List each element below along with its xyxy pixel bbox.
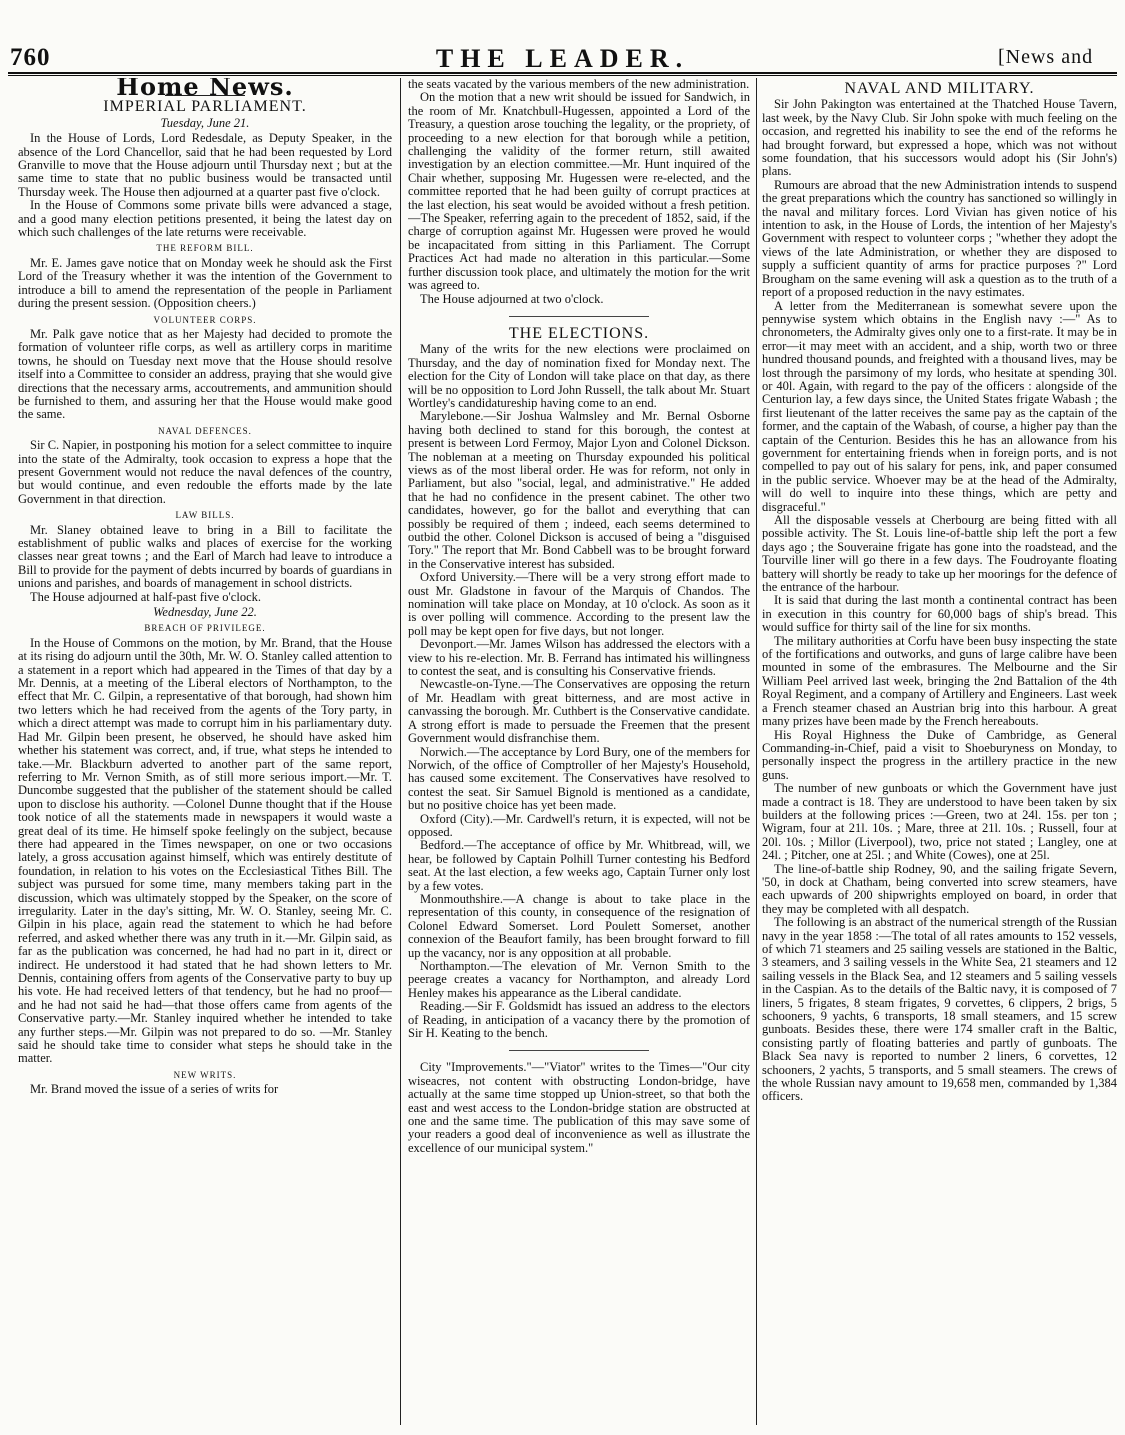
page-number: 760	[10, 44, 51, 71]
date-tuesday: Tuesday, June 21.	[160, 115, 250, 130]
header-rule	[8, 72, 1117, 74]
article-paragraph: The House adjourned at two o'clock.	[420, 291, 604, 306]
date-wednesday: Wednesday, June 22.	[153, 605, 257, 620]
article-paragraph: In the House of Lords, Lord Redesdale, as Deputy Speaker, in the absence of the Lord Chancellor, said that he had been requested by Lord Granville to move that the House adjourn until Thursday next ; but at the same time to state that no public business would be transacted until Thursday week. The House then adjourned at a quarter past five o'clock.	[18, 131, 392, 199]
article-paragraph: Many of the writs for the new elections were proclaimed on Thursday, and the day of nomination fixed for Monday next. The election for the City of London will take place on that day, as there will be no opposition to Lord John Russell, the talk about Mr. Stuart Wortley's candidatureship having come to an end.	[408, 342, 750, 410]
article-paragraph: On the motion that a new writ should be issued for Sandwich, in the room of Mr. Knatchbull-Hugessen, appointed a Lord of the Treasury, a question arose touching the legality, or the propriety, of proceeding to a new election for that borough while a petition, challenging the validity of the former return, still awaited investigation by an election committee.—Mr. Hunt inquired of the Chair whether, supposing Mr. Hugessen were re-elected, and the committee reported that he had been guilty of corrupt practices at the last election, his seat would be avoided without a fresh petition.—The Speaker, referring again to the precedent of 1852, said, if the charge of corruption against Mr. Hugessen were proved he would be incapacitated from sitting in this Parliament. The Corrupt Practices Act had made no alteration in this particular.—Some further discussion took place, and ultimately the motion for the writ was agreed to.	[408, 90, 750, 293]
article-paragraph: The House adjourned at half-past five o'clock.	[30, 589, 261, 604]
article-paragraph: His Royal Highness the Duke of Cambridge, as General Commanding-in-Chief, paid a visit to Shoeburyness on Monday, to personally inspect the progress in the artillery practice in the new guns.	[762, 727, 1117, 782]
imperial-parliament-heading: IMPERIAL PARLIAMENT.	[103, 98, 307, 116]
home-news-title: Home News.	[116, 78, 294, 101]
header-rule-thin	[8, 75, 1117, 76]
article-paragraph: The military authorities at Corfu have been busy inspecting the state of the fortifications and outworks, and guns of large calibre have been mounted in some of the embrasures. The Melbourne and the Sir William Peel arrived last week, bringing the 2nd Battalion of the 4th Royal Regiment, and a company of Artillery and Engineers. Last week a French steamer chased an Austrian brig into this harbour. A great many prizes have been made by the French hereabouts.	[762, 633, 1117, 729]
article-paragraph: The following is an abstract of the numerical strength of the Russian navy in the year 1858 :—The total of all rates amounts to 152 vessels, of which 71 steamers and 25 sailing vessels are stationed in the Baltic, 3 steamers, and 3 sailing vessels in the White Sea, 21 steamers and 12 sailing vessels in the Black Sea, and 12 steamers and 5 sailing vessels in the Caspian. As to the details of the Baltic navy, it is composed of 7 liners, 5 frigates, 8 steam frigates, 9 corvettes, 6 clippers, 2 brigs, 5 schooners, 9 yachts, 6 transports, 18 small steamers, and 15 screw gunboats. Besides these, there were 174 smaller craft in the Baltic, consisting partly of floating batteries and partly of gunboats. The Black Sea navy is reported to number 2 liners, 6 corvettes, 12 schooners, 2 yachts, 5 transports, and 5 small steamers. The crews of the whole Russian navy amount to 19,658 men, commanded by 1,384 officers.	[762, 915, 1117, 1104]
article-paragraph: City "Improvements."—"Viator" writes to the Times—"Our city wiseacres, not content with obstructing London-bridge, have actually at the same time stopped up Union-street, so that both the east and west access to the London-bridge station are obstructed at one and the same time. The publication of this may save some of your readers a good deal of inconvenience as well as illustrate the excellence of our municipal system."	[408, 1060, 750, 1155]
article-paragraph: The number of new gunboats or which the Government have just made a contract is 18. They are understood to have been taken by six builders at the following prices :—Green, two at 24l. 15s. per ton ; Wigram, four at 21l. 10s. ; Mare, three at 21l. 10s. ; Russell, four at 20l. 10s. ; Millor (Liverpool), two, price not stated ; Langley, one at 24l. ; Pitcher, one at 25l. ; and White (Cowes), one at 25l.	[762, 781, 1117, 863]
subheading-new-writs: NEW WRITS.	[173, 1069, 237, 1080]
article-paragraph: Rumours are abroad that the new Administration intends to suspend the great preparations which the country has sanctioned so willingly in the naval and military forces. Lord Vivian has given notice of his intention to ask, in the House of Lords, the intention of her Majesty's Government with respect to volunteer corps ; "whether they adopt the views of the late Administration, or whether they are disposed to supply a sufficient quantity of arms for practice purposes ?" Lord Brougham on the same evening will ask a question as to the truth of a report of a proposed reduction in the navy estimates.	[762, 177, 1117, 300]
section-separator	[509, 316, 649, 317]
article-paragraph: Norwich.—The acceptance by Lord Bury, one of the members for Norwich, of the office of Comptroller of her Majesty's Household, has caused some excitement. The Conservatives have resolved to contest the seat. Sir Samuel Bignold is mentioned as a candidate, but no positive choice has yet been made.	[408, 744, 750, 813]
article-paragraph: Mr. E. James gave notice that on Monday week he should ask the First Lord of the Treasury whether it was the intention of the Government to introduce a bill to amend the representation of the people in Parliament during the present session. (Opposition cheers.)	[18, 255, 392, 311]
column-divider-2	[756, 78, 757, 1425]
article-paragraph: the seats vacated by the various members of the new administration.	[408, 78, 750, 91]
article-paragraph: Oxford (City).—Mr. Cardwell's return, it is expected, will not be opposed.	[408, 811, 750, 839]
article-paragraph: Mr. Brand moved the issue of a series of writs for	[30, 1082, 279, 1097]
column-1	[18, 78, 392, 1429]
article-paragraph: Sir C. Napier, in postponing his motion for a select committee to inquire into the state of the Admiralty, took occasion to express a hope that the present Government would not reduce the naval defences of the country, but would continue, and even redouble the efforts made by the late Government in that direction.	[18, 438, 392, 506]
column-3	[762, 78, 1117, 1429]
article-paragraph: Marylebone.—Sir Joshua Walmsley and Mr. Bernal Osborne having both declined to stand for this borough, the contest at present is between Lord Fermoy, Major Lyon and Colonel Dickson. The nobleman at a meeting on Thursday expounded his political views as of the most liberal order. He was for reform, not only in Parliament, but also "social, legal, and administrative." He added that he had no confidence in the present cabinet. The other two candidates, however, go for the ballot and everything that can possibly be required of them ; indeed, each seems determined to outbid the other. Colonel Dickson is accused of being a "disguised Tory." The report that Mr. Bond Cabbell was to be brought forward in the Conservative interest has subsided.	[408, 409, 750, 571]
article-paragraph: All the disposable vessels at Cherbourg are being fitted with all possible activity. The St. Louis line-of-battle ship left the port a few days ago ; the Souveraine frigate has gone into the roadstead, and the Tourville liner will go there in a few days. The Foudroyante floating battery will shortly be ready to take up her moorings for the defence of the entrance of the harbour.	[762, 513, 1117, 595]
article-paragraph: Monmouthshire.—A change is about to take place in the representation of this county, in consequence of the resignation of Colonel Edward Somerset. Lord Poulett Somerset, another connexion of the Beaufort family, has been brought forward to fill up the vacancy, nor is any opposition at all probable.	[408, 891, 750, 960]
article-paragraph: The line-of-battle ship Rodney, 90, and the sailing frigate Severn, '50, in dock at Chatham, being converted into screw steamers, have each upwards of 200 shipwrights employed on board, in order that they may be completed with all despatch.	[762, 861, 1117, 916]
page-header	[0, 44, 1125, 74]
article-paragraph: Bedford.—The acceptance of office by Mr. Whitbread, will, we hear, be followed by Captain Polhill Turner contesting his Bedford seat. At the last election, a few weeks ago, Captain Turner only lost by a few votes.	[408, 838, 750, 893]
article-paragraph: Northampton.—The elevation of Mr. Vernon Smith to the peerage creates a vacancy for Northampton, and already Lord Henley makes his appearance as the Liberal candidate.	[408, 959, 750, 1000]
article-paragraph: A letter from the Mediterranean is somewhat severe upon the pennywise system which obtains in the English navy :—" As to chronometers, the Admiralty gives only one to a first-rate. It may be in error—it may meet with an accident, and a ship, worth two or three hundred thousand pounds, and freighted with a thousand lives, may be lost through the parsimony of my lords, who hesitate at spending 30l. or 40l. Again, with regard to the pay of the officers : alongside of the Centurion lay, a few days since, the United States frigate Wabash ; the first lieutenant of the latter receives the same pay as the captain of the former, and the captain of the Wabash, of course, a higher pay than the captain of the Centurion. Besides this he has an allowance from his government for entertaining friends when in foreign ports, and is not compelled to pay out of his salary for pens, ink, and paper consumed in the public service. Whoever may be at the head of the Admiralty, will do well to inquire into these things, which are petty and disgraceful."	[762, 298, 1117, 514]
masthead-title: THE LEADER.	[435, 44, 690, 73]
column-divider-1	[400, 78, 401, 1425]
article-paragraph: Devonport.—Mr. James Wilson has addressed the electors with a view to his re-election. Mr. B. Ferrand has intimated his willingness to contest the seat, and is consulting his Conservative friends.	[408, 637, 750, 679]
naval-military-heading: NAVAL AND MILITARY.	[844, 80, 1035, 97]
column-2	[408, 78, 750, 1429]
article-paragraph: Oxford University.—There will be a very strong effort made to oust Mr. Gladstone in favour of the Marquis of Chandos. The nomination will take place on Monday, at 10 o'clock. As soon as it is over polling will commence. According to the present law the poll may be kept open for five days, but not longer.	[408, 570, 750, 638]
article-paragraph: Mr. Palk gave notice that as her Majesty had decided to promote the formation of volunteer rifle corps, as well as artillery corps in maritime towns, he should on Tuesday next move that the House should resolve itself into a Committee to consider an address, praying that she would give directions that the necessary arms, accoutrements, and ammunition should be furnished to them, and assuring her that the House would make good the same.	[18, 326, 392, 422]
elections-heading: THE ELECTIONS.	[508, 324, 650, 342]
section-separator	[509, 1050, 649, 1051]
subheading-naval-defences: NAVAL DEFENCES.	[158, 425, 252, 436]
article-paragraph: Mr. Slaney obtained leave to bring in a Bill to facilitate the establishment of public walks and places of exercise for the working classes near great towns ; and the Earl of March had leave to introduce a Bill to provide for the payment of debts incurred by boards of guardians in unions and parishes, and boards of management in school districts.	[18, 522, 392, 591]
article-paragraph: Newcastle-on-Tyne.—The Conservatives are opposing the return of Mr. Headlam with great bitterness, and are most active in canvassing the borough. Mr. Cuthbert is the Conservative candidate. A strong effort is made to persuade the Freemen that the present Government would disfranchise them.	[408, 677, 750, 746]
article-paragraph: Sir John Pakington was entertained at the Thatched House Tavern, last week, by the Navy Club. Sir John spoke with much feeling on the occasion, and regretted his inability to see the end of the reforms he had brought forward, but expressed a hope, which was not without some foundation, that his successors would adopt his (Sir John's) plans.	[762, 97, 1117, 179]
article-paragraph: In the House of Commons some private bills were advanced a stage, and a good many election petitions presented, it being the latest day on which such challenges of the late returns were receivable.	[18, 198, 392, 240]
article-paragraph: In the House of Commons on the motion, by Mr. Brand, that the House at its rising do adjourn until the 30th, Mr. W. O. Stanley called attention to a statement in a report which had appeared in the Times of that day by a Mr. Dennis, at a meeting of the Liberal electors of Northampton, to the effect that Mr. C. Gilpin, a representative of that borough, had shown him two letters which he had received from the agents of the Tory party, in which a direct attempt was made to corrupt him in his parliamentary duty. Had Mr. Gilpin been present, he observed, he should have asked him whether his statement was correct, and, if true, what steps he intended to take.—Mr. Blackburn adverted to another part of the same report, referring to Mr. Vernon Smith, as of still more serious import.—Mr. T. Duncombe suggested that the publisher of the statement should be called upon to disclose his authority. —Colonel Dunne thought that if the House took notice of all the statements made in newspapers it would waste a great deal of its time. He himself spoke feelingly on the subject, because there had appeared in the Times newspaper, on one or two occasions lately, a gross accusation against himself, which was entirely destitute of foundation, in relation to his votes on the Ecclesiastical Tithes Bill. The subject was pursued for some time, many members taking part in the discussion, which was ultimately stopped by the Speaker, on the score of irregularity. Later in the day's sitting, Mr. W. O. Stanley, seeing Mr. C. Gilpin in his place, again read the statement to which he had before referred, and asked whether there was any truth in it.—Mr. Gilpin said, as far as the publication was concerned, he had had no part in it, direct or indirect. He understood it had stated that he had shown letters to Mr. Dennis, containing offers from agents of the Conservative party to buy up his vote. He had received letters of that tendency, but he had no proof—and he had not said he had—that those offers came from agents of the Conservative party.—Mr. Stanley inquired whether he intended to take any further steps.—Mr. Gilpin was not prepared to do so. —Mr. Stanley said he should take time to consider what steps he should take in the matter.	[18, 635, 392, 1066]
section-label: [News and	[998, 46, 1094, 68]
subheading-law-bills: LAW BILLS.	[175, 510, 235, 521]
subheading-reform-bill: THE REFORM BILL.	[156, 243, 254, 254]
article-paragraph: Reading.—Sir F. Goldsmidt has issued an address to the electors of Reading, in anticipation of a vacancy there by the promotion of Sir H. Keating to the bench.	[408, 999, 750, 1041]
article-paragraph: It is said that during the last month a continental contract has been in execution in this country for 60,000 bags of ship's bread. This would suffice for thirty sail of the line for six months.	[762, 593, 1117, 635]
subheading-breach-of-privilege: BREACH OF PRIVILEGE.	[144, 623, 266, 634]
subheading-volunteer-corps: VOLUNTEER CORPS.	[153, 314, 257, 325]
